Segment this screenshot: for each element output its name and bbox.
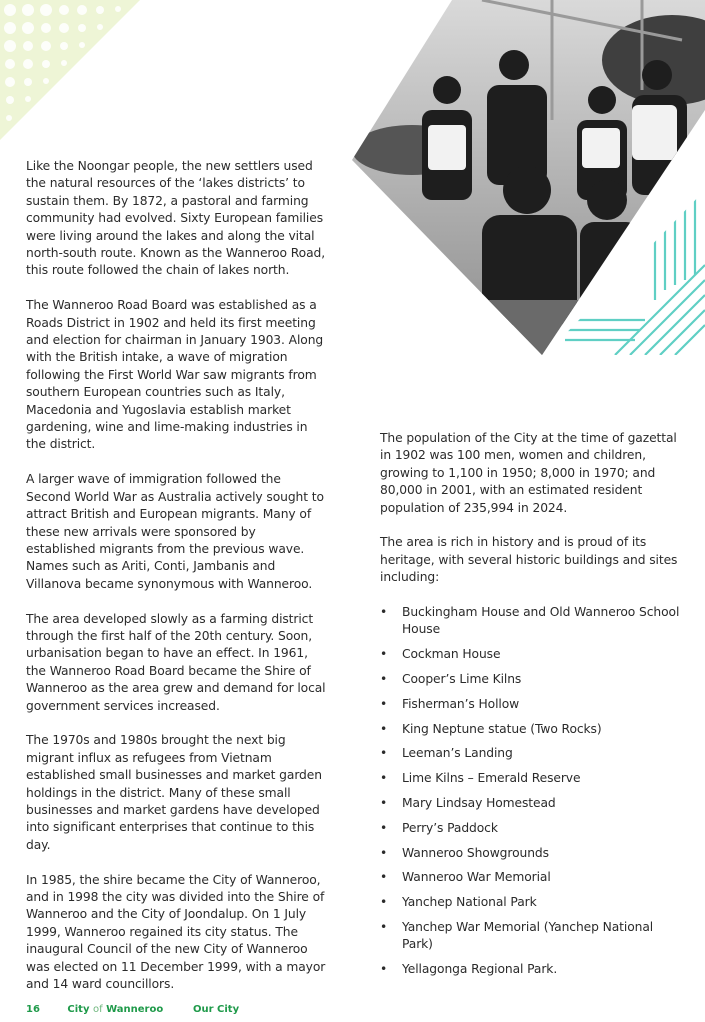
paragraph-city-status: In 1985, the shire became the City of Wanneroo, and in 1998 the city was divided into the Shire of Wanneroo and the City of Joondalup. On 1 July 1999, Wanneroo regained its city status. The inaugural Council of the new City of Wanneroo was elected on 11 December 1999, with a mayor and 14 ward councillors. xyxy=(26,872,326,992)
paragraph-immigration: A larger wave of immigration followed the Second World War as Australia actively sought to attract British and European migrants. Many of these new arrivals were sponsored by established migrants from the previous wave. Names such as Ariti, Conti, Jambanis and Villanova became synonymous with Wanneroo. xyxy=(26,472,324,591)
list-item: • Wanneroo Showgrounds xyxy=(380,845,685,862)
paragraph-migrant-influx: The 1970s and 1980s brought the next big migrant influx as refugees from Vietnam established small businesses and market garden holdings in the district. Many of these small businesses and market gardens have developed into significant enterprises that continue to this day. xyxy=(26,733,322,852)
footer-brand xyxy=(67,1004,163,1015)
list-item: • Cockman House xyxy=(380,646,685,663)
paragraph-settlers: Like the Noongar people, the new settlers used the natural resources of the ‘lakes districts’ to sustain them. By 1872, a pastoral and farming community had evolved. Sixty European families were living around the lakes and along the vital north-south route. Known as the Wanneroo Road, this route followed the chain of lakes north. xyxy=(26,159,326,278)
list-item: • Yellagonga Regional Park. xyxy=(380,961,685,978)
list-item: • Lime Kilns – Emerald Reserve xyxy=(380,770,685,787)
page-number: 16 xyxy=(26,1004,40,1015)
list-item: • Yanchep War Memorial (Yanchep National Park) xyxy=(380,919,685,954)
footer-city-word: City xyxy=(67,1004,90,1015)
list-item: • Wanneroo War Memorial xyxy=(380,869,685,886)
page-footer xyxy=(26,1004,240,1015)
left-text-column xyxy=(26,158,326,1011)
paragraph-population: The population of the City at the time of gazettal in 1902 was 100 men, women and children, growing to 1,100 in 1950; 8,000 in 1970; and 80,000 in 2001, with an estimated resident population of 235,994 in 2024. xyxy=(380,431,677,515)
footer-name-word: Wanneroo xyxy=(106,1004,164,1015)
list-item: • Perry’s Paddock xyxy=(380,820,685,837)
right-text-column xyxy=(380,430,685,986)
paragraph-farming-district: The area developed slowly as a farming district through the first half of the 20th century. Soon, urbanisation began to have an effect. In 1961, the Wanneroo Road Board became the Shire of Wanneroo as the area grew and demand for local government services increased. xyxy=(26,611,326,713)
list-item: • Cooper’s Lime Kilns xyxy=(380,671,685,688)
teal-line-pattern xyxy=(545,190,705,355)
list-item: • Yanchep National Park xyxy=(380,894,685,911)
paragraph-road-board: The Wanneroo Road Board was established as a Roads District in 1902 and held its first meeting and election for chairman in January 1903. Along with the British intake, a wave of migration following the First World War saw migrants from southern European countries such as Italy, Macedonia and Yugoslavia establish market gardening, wine and lime-making industries in the district. xyxy=(26,298,324,452)
list-item: • Fisherman’s Hollow xyxy=(380,696,685,713)
list-item: • King Neptune statue (Two Rocks) xyxy=(380,721,685,738)
list-item: • Buckingham House and Old Wanneroo School House xyxy=(380,604,685,639)
list-item: • Mary Lindsay Homestead xyxy=(380,795,685,812)
footer-section-title: Our City xyxy=(193,1004,240,1015)
list-item: • Leeman’s Landing xyxy=(380,745,685,762)
footer-of-word: of xyxy=(92,1004,103,1015)
corner-dot-pattern xyxy=(0,0,140,140)
paragraph-heritage: The area is rich in history and is proud of its heritage, with several historic buildings and sites including: xyxy=(380,535,678,585)
historic-sites-list xyxy=(380,604,685,979)
